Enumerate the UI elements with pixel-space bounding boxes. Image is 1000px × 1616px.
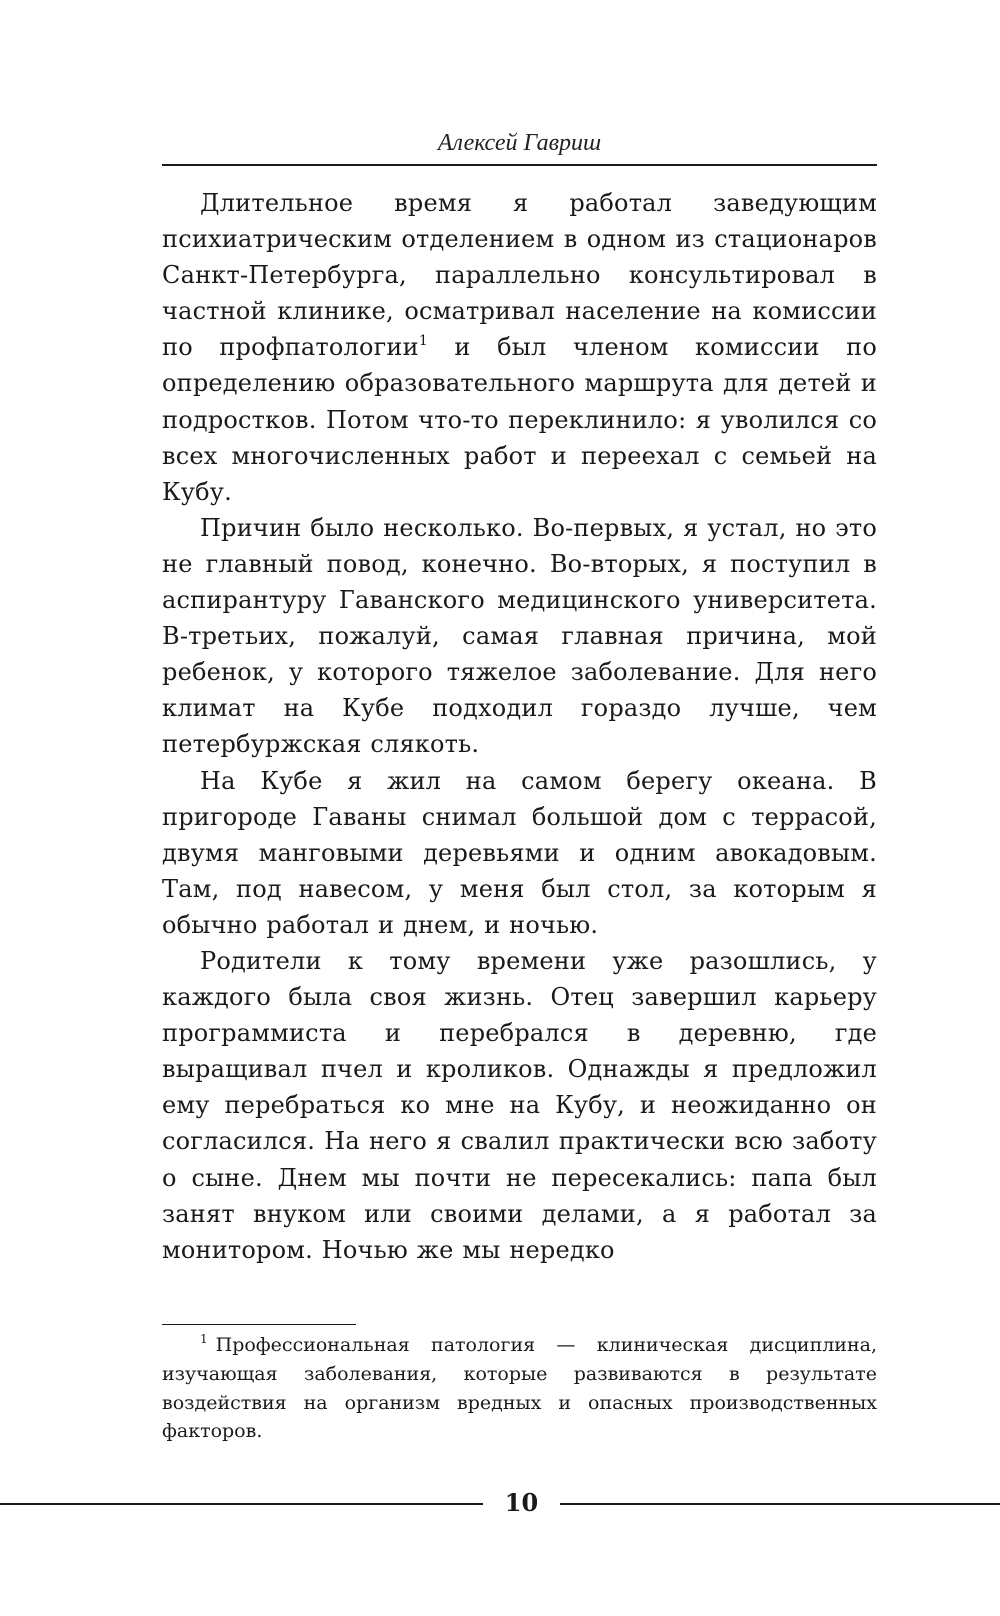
page-number: 10 (504, 1488, 539, 1517)
footnote (162, 1331, 877, 1446)
folio-rule-left (0, 1503, 483, 1505)
running-head: Алексей Гавриш (437, 130, 602, 156)
footnote-marker: 1 (200, 1332, 208, 1346)
paragraph: Родители к тому времени уже разошлись, у каждого была своя жизнь. Отец завершил карьеру программиста и перебрался в деревню, где выращивал пчел и кроликов. Однажды я предложил ему перебраться ко мне на Кубу, и неожиданно он согласился. На него я свалил практически всю заботу о сыне. Днем мы почти не пересекались: папа был занят внуком или своими делами, а я работал за монитором. Ночью же мы нередко (162, 946, 877, 1264)
paragraph: Причин было несколько. Во-первых, я устал, но это не главный повод, конечно. Во-вторых, я поступил в аспирантуру Гаванского медицинского университета. В-третьих, пожалуй, самая главная причина, мой ребенок, у которого тяжелое заболевание. Для него климат на Кубе подходил гораздо лучше, чем петербуржская слякоть. (162, 513, 877, 759)
paragraph (162, 185, 877, 510)
footnote-rule (162, 1324, 356, 1325)
main-text (162, 185, 877, 1268)
footnote-reference: 1 (418, 333, 428, 350)
paragraph-text: Длительное время я работал заведующим психиатрическим отделением в одном из стационаров Санкт-Петербурга, параллельно консультировал в частной клинике, осматривал население на комиссии по профпатологии (162, 189, 877, 362)
running-head-rule (162, 164, 877, 166)
paragraph-text: и был членом комиссии по определению образовательного маршрута для детей и подростков. Потом что-то переклинило: я уволился со всех многочисленных работ и переехал с семьей на Кубу. (162, 333, 877, 506)
footnote-text: Профессиональная патология — клиническая дисциплина, изучающая заболевания, которые развиваются в результате воздействия на организм вредных и опасных производственных факторов. (162, 1334, 877, 1443)
folio-rule-right (560, 1503, 1000, 1505)
paragraph: На Кубе я жил на самом берегу океана. В пригороде Гаваны снимал большой дом с террасой, двумя манговыми деревьями и одним авокадовым. Там, под навесом, у меня был стол, за которым я обычно работал и днем, и ночью. (162, 766, 877, 939)
